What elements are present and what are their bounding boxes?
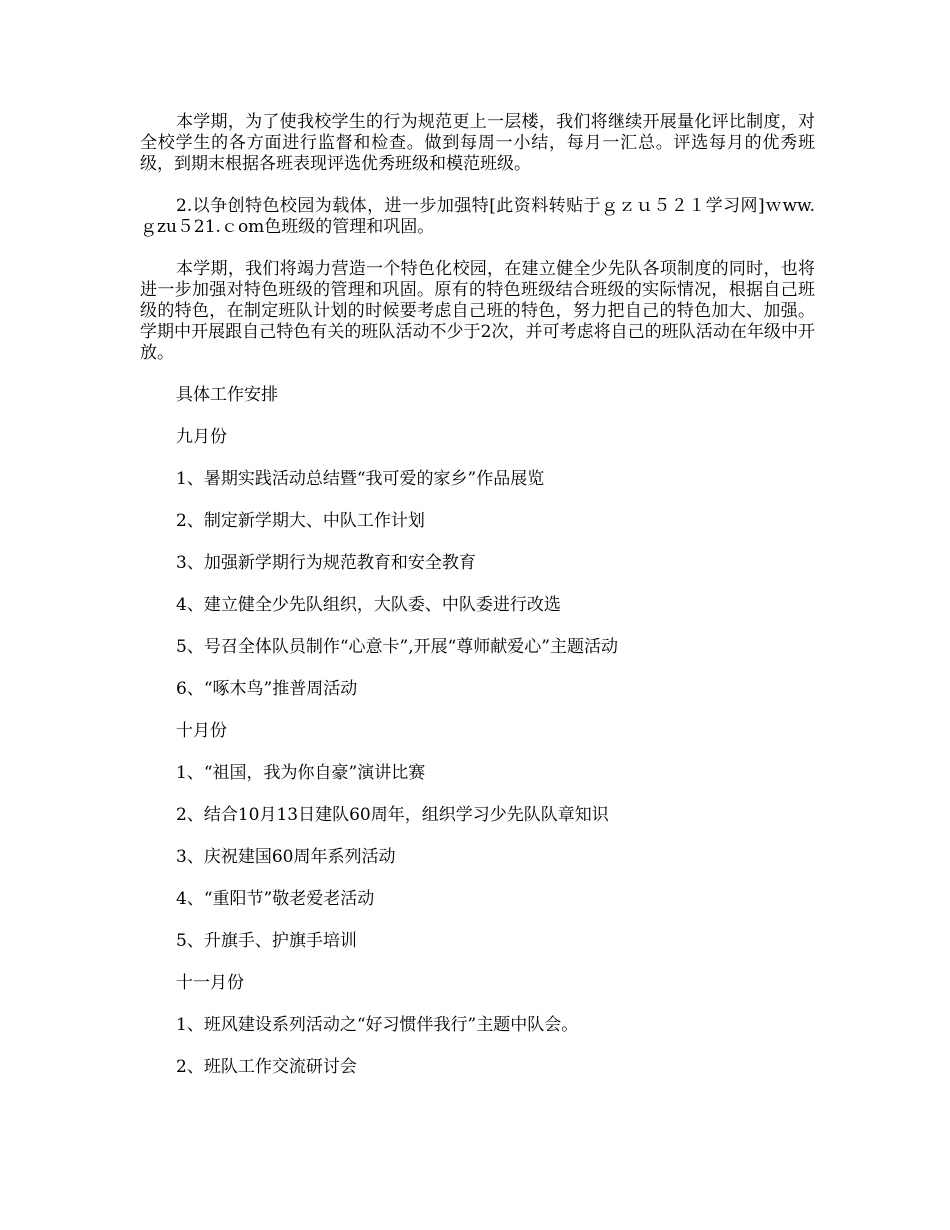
section-heading-work-schedule: 具体工作安排: [176, 385, 278, 405]
list-item: 3、加强新学期行为规范教育和安全教育: [176, 553, 476, 573]
list-item: 1、班风建设系列活动之“好习惯伴我行”主题中队会。: [176, 1015, 579, 1035]
month-heading-october: 十月份: [176, 721, 227, 741]
paragraph-featured-classes: 本学期，我们将竭力营造一个特色化校园，在建立健全少先队各项制度的同时，也将进一步加强对特色班级的管理和巩固。原有的特色班级结合班级的实际情况，根据自己班级的特色，在制定班队计划的时候要考虑自己班的特色，努力把自己的特色加大、加强。学期中开展跟自己特色有关的班队活动不少于2次，并可考虑将自己的班队活动在年级中开放。: [140, 259, 815, 363]
month-heading-september: 九月份: [176, 427, 227, 447]
list-item: 2、班队工作交流研讨会: [176, 1057, 357, 1077]
month-heading-november: 十一月份: [176, 973, 244, 993]
list-item: 4、建立健全少先队组织，大队委、中队委进行改选: [176, 595, 561, 615]
list-item: 2、制定新学期大、中队工作计划: [176, 511, 425, 531]
list-item: 1、“祖国，我为你自豪”演讲比赛: [176, 763, 426, 783]
list-item: 4、“重阳节”敬老爱老活动: [176, 889, 375, 909]
paragraph-featured-campus: 2.以争创特色校园为载体，进一步加强特[此资料转贴于ｇｚｕ５２１学习网]ｗww.ｇzu５21.ｃom色班级的管理和巩固。: [140, 196, 815, 237]
list-item: 5、号召全体队员制作“心意卡”,开展“尊师献爱心”主题活动: [176, 637, 618, 657]
list-item: 6、“啄木鸟”推普周活动: [176, 679, 358, 699]
list-item: 1、暑期实践活动总结暨“我可爱的家乡”作品展览: [176, 469, 545, 489]
list-item: 2、结合10月13日建队60周年，组织学习少先队队章知识: [176, 805, 609, 825]
list-item: 5、升旗手、护旗手培训: [176, 931, 357, 951]
document-body: [140, 112, 815, 1099]
paragraph-behavior-norms: 本学期，为了使我校学生的行为规范更上一层楼，我们将继续开展量化评比制度，对全校学生的各方面进行监督和检查。做到每周一小结，每月一汇总。评选每月的优秀班级，到期末根据各班表现评选优秀班级和模范班级。: [140, 112, 815, 174]
list-item: 3、庆祝建国60周年系列活动: [176, 847, 396, 867]
